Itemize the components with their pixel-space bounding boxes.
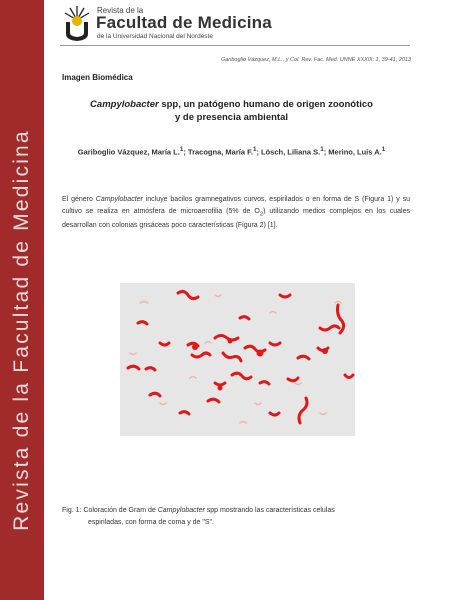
figure-caption bbox=[62, 505, 410, 528]
title-rest: spp, un patógeno humano de origen zoonótico bbox=[158, 99, 373, 110]
body-text: ) utilizando medios complejos en los cuales desarrollan con colonias grisáceas poco características (Figura 2) [1]. bbox=[62, 207, 411, 230]
university-sun-logo-icon bbox=[62, 4, 92, 42]
oxygen-subscript: 2 bbox=[259, 210, 264, 217]
affiliation-mark: 1 bbox=[252, 146, 257, 153]
section-label: Imagen Biomédica bbox=[62, 73, 133, 82]
journal-name: Facultad de Medicina bbox=[96, 13, 272, 32]
affiliation-mark: 1 bbox=[320, 146, 324, 153]
journal-name-small: Revista de la bbox=[97, 6, 144, 15]
vertical-journal-title: Revista de la Facultad de Medicina bbox=[10, 129, 33, 531]
journal-subtitle: de la Universidad Nacional del Nordeste bbox=[97, 33, 213, 40]
body-paragraph bbox=[62, 194, 410, 232]
caption-line-2: espiriladas, con forma de coma y de "S". bbox=[88, 518, 214, 526]
body-text: incluye bacilos gramnegativos curvos, espirilados o en forma de S (Figura 1) y su cultivo se realiza en atmósfera de microaerofilia (5% de O bbox=[62, 196, 410, 215]
article-title-line-1 bbox=[0, 99, 463, 110]
caption-genus: Campylobacter bbox=[157, 507, 205, 514]
sidebar-band bbox=[0, 0, 44, 600]
body-genus: Campylobacter bbox=[95, 196, 143, 203]
affiliation-mark: 1 bbox=[179, 146, 184, 153]
title-genus: Campylobacter bbox=[90, 99, 159, 110]
author-4: ; Merino, Luis A. bbox=[323, 147, 382, 157]
author-3: ; Lösch, Liliana S. bbox=[256, 147, 321, 157]
header-divider bbox=[60, 45, 410, 46]
caption-text: spp mostrando las características celulas bbox=[204, 507, 335, 514]
body-text: El género bbox=[62, 196, 96, 203]
citation: Gariboglio Vázquez, M.L., y Col. Rev. Fac. Med. UNNE XXXIII: 1, 39-41, 2013 bbox=[220, 57, 411, 63]
author-list bbox=[0, 146, 463, 157]
article-title-line-2: y de presencia ambiental bbox=[175, 112, 288, 123]
caption-text: Fig. 1: Coloración de Gram de bbox=[62, 507, 158, 514]
author-1: Gariboglio Vázquez, María L. bbox=[77, 147, 180, 157]
author-2: ; Tracogna, María F. bbox=[183, 147, 253, 157]
affiliation-mark: 1 bbox=[381, 146, 386, 153]
gram-stain-micrograph bbox=[120, 283, 355, 436]
